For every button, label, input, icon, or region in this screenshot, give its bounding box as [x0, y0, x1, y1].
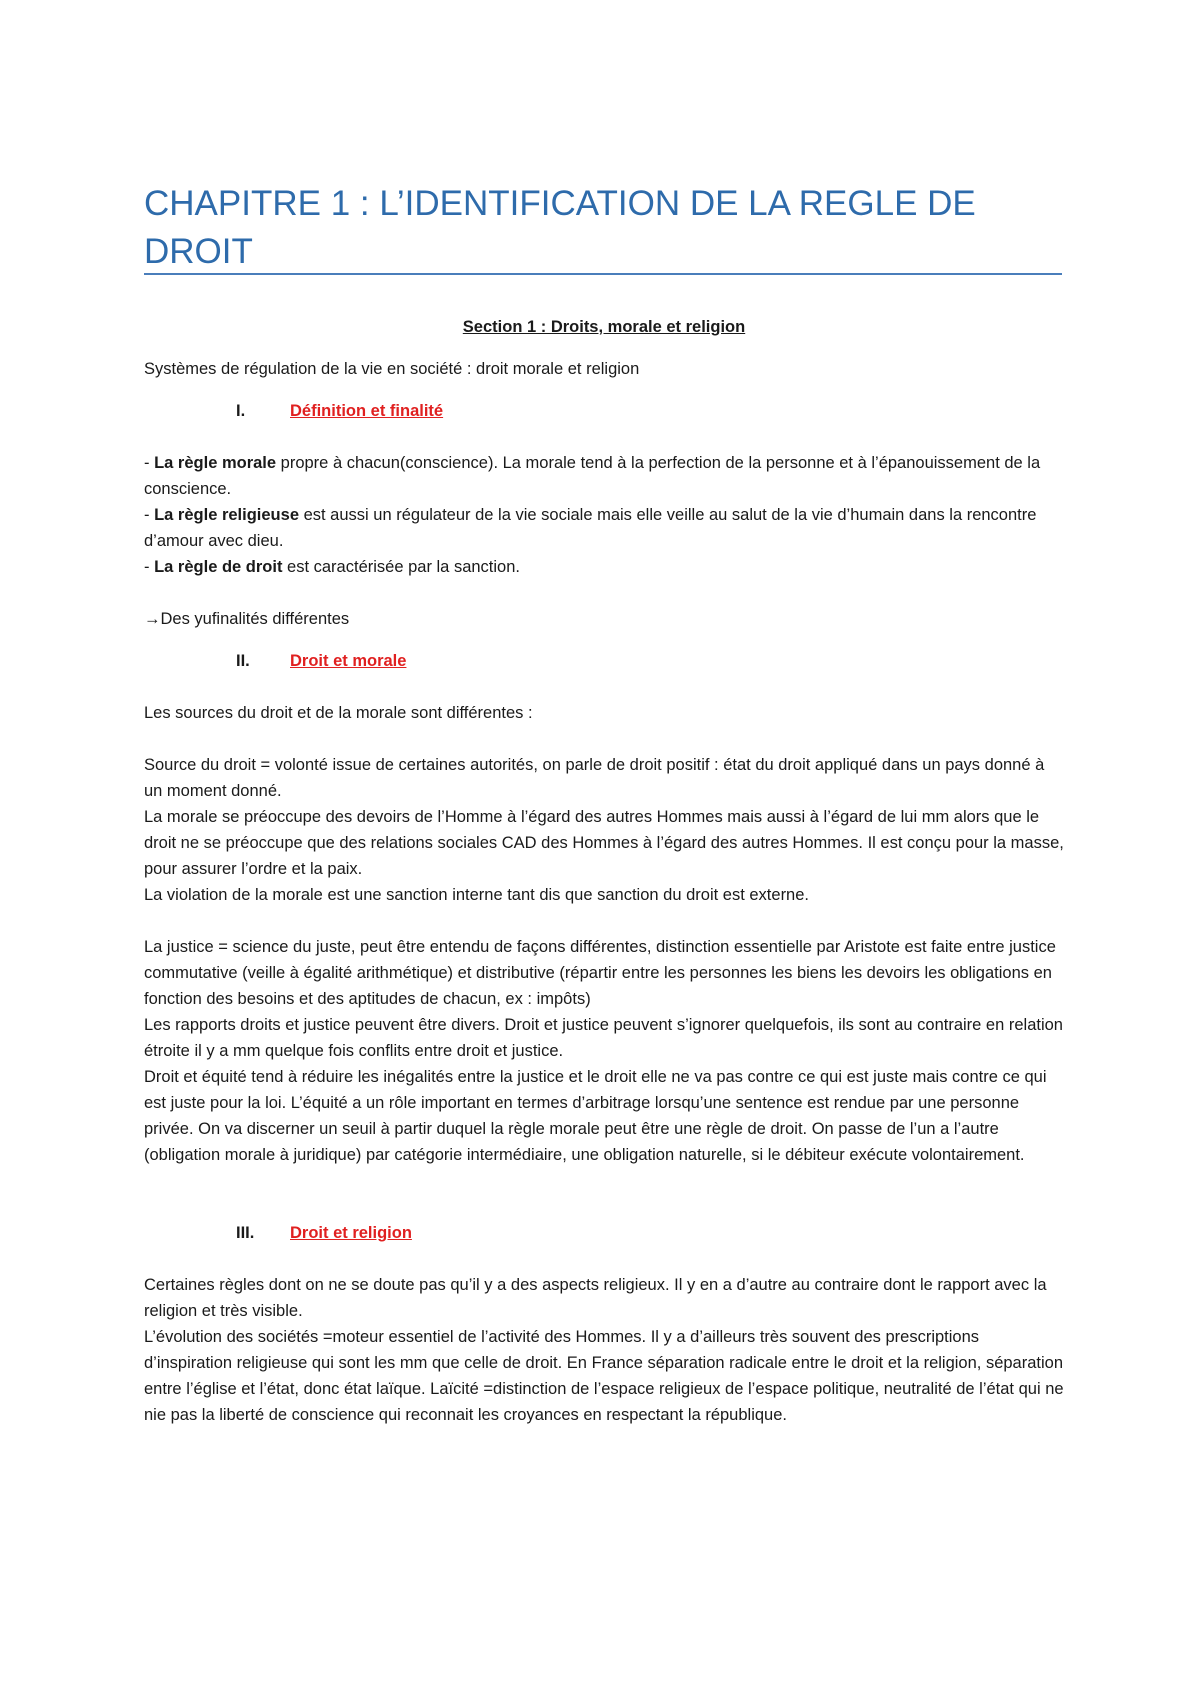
heading-number: II. [236, 652, 250, 670]
paragraph: La violation de la morale est une sanction interne tant dis que sanction du droit est externe. [144, 886, 809, 904]
heading-part1 [236, 398, 1064, 424]
paragraph: Droit et équité tend à réduire les inégalités entre la justice et le droit elle ne va pas contre ce qui est juste mais contre ce qui est juste pour la loi. L’équité a un rôle important en termes d’arbitrage lorsqu’une sentence est rendue par une personne privée. On va discerner un seuil à partir duquel la règle morale peut être une règle de droit. On passe de l’un a l’autre (obligation morale à juridique) par catégorie intermédiaire, une obligation naturelle, si le débiteur exécute volontairement. [144, 1068, 1047, 1164]
paragraph: Les rapports droits et justice peuvent être divers. Droit et justice peuvent s’ignorer quelquefois, ils sont au contraire en relation étroite il y a mm quelque fois conflits entre droit et justice. [144, 1016, 1063, 1060]
section-title: Section 1 : Droits, morale et religion [462, 318, 746, 336]
document-body [144, 314, 1064, 1428]
chapter-title: CHAPITRE 1 : L’IDENTIFICATION DE LA REGLE DE DROIT [144, 184, 976, 271]
paragraph: Certaines règles dont on ne se doute pas qu’il y a des aspects religieux. Il y en a d’autre au contraire dont le rapport avec la religion et très visible. [144, 1276, 1047, 1320]
list-item-religious-rule: - La règle religieuse est aussi un régulateur de la vie sociale mais elle veille au salut de la vie d’humain dans la rencontre d’amour avec dieu. [144, 506, 1037, 550]
conclusion-line: →Des yufinalités différentes [144, 610, 350, 628]
heading-number: III. [236, 1224, 255, 1242]
heading-part3 [236, 1220, 1064, 1246]
paragraph: L’évolution des sociétés =moteur essentiel de l’activité des Hommes. Il y a d’ailleurs très souvent des prescriptions d’inspiration religieuse qui sont les mm que celle de droit. En France séparation radicale entre le droit et la religion, séparation entre l’église et l’état, donc état laïque. Laïcité =distinction de l’espace religieux de l’espace politique, neutralité de l’état qui ne nie pas la liberté de conscience qui reconnait les croyances en respectant la république. [144, 1328, 1064, 1424]
heading-label: Droit et morale [290, 652, 407, 670]
intro-paragraph: Systèmes de régulation de la vie en société : droit morale et religion [144, 360, 640, 378]
heading-part2 [236, 648, 1064, 674]
heading-label: Définition et finalité [290, 402, 444, 420]
list-item-moral-rule: - La règle morale propre à chacun(conscience). La morale tend à la perfection de la personne et à l’épanouissement de la conscience. [144, 454, 1041, 498]
paragraph: Source du droit = volonté issue de certaines autorités, on parle de droit positif : état du droit appliqué dans un pays donné à un moment donné. [144, 756, 1045, 800]
term-moral-rule: La règle morale [154, 454, 277, 472]
term-religious-rule: La règle religieuse [154, 506, 299, 524]
paragraph: Les sources du droit et de la morale sont différentes : [144, 704, 533, 722]
paragraph: La morale se préoccupe des devoirs de l’Homme à l’égard des autres Hommes mais aussi à l’égard de lui mm alors que le droit ne se préoccupe que des relations sociales CAD des Hommes à l’égard des autres Hommes. Il est conçu pour la masse, pour assurer l’ordre et la paix. [144, 808, 1064, 878]
heading-label: Droit et religion [290, 1224, 412, 1242]
title-underline [144, 273, 1062, 275]
list-item-law-rule: - La règle de droit est caractérisée par la sanction. [144, 558, 520, 576]
paragraph: La justice = science du juste, peut être entendu de façons différentes, distinction essentielle par Aristote est faite entre justice commutative (veille à égalité arithmétique) et distributive (répartir entre les personnes les biens les devoirs les obligations en fonction des besoins et des aptitudes de chacun, ex : impôts) [144, 938, 1056, 1008]
term-law-rule: La règle de droit [154, 558, 283, 576]
heading-number: I. [236, 402, 246, 420]
